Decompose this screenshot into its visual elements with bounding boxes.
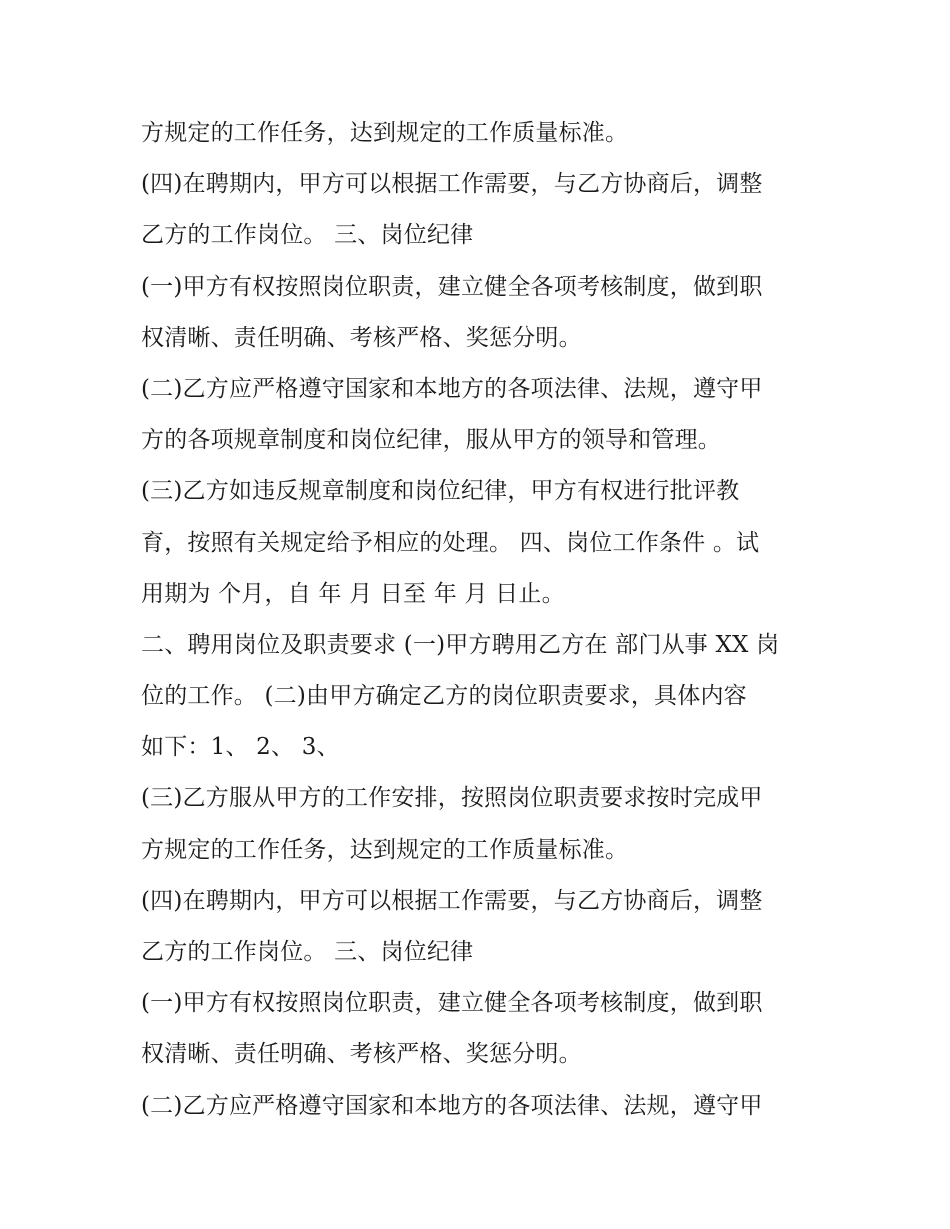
text-line-4: (一)甲方有权按照岗位职责，建立健全各项考核制度，做到职 — [141, 273, 763, 300]
text-line-17: 乙方的工作岗位。 三、岗位纪律 — [141, 939, 474, 965]
text-line-11: 二、聘用岗位及职责要求 (一)甲方聘用乙方在 部门从事 XX 岗 — [141, 631, 780, 658]
text-line-15: 方规定的工作任务，达到规定的工作质量标准。 — [141, 836, 629, 863]
text-line-2: (四)在聘期内，甲方可以根据工作需要，与乙方协商后，调整 — [141, 171, 763, 198]
document-body — [141, 108, 821, 1132]
text-line-20: (二)乙方应严格遵守国家和本地方的各项法律、法规，遵守甲 — [141, 1092, 763, 1119]
text-line-1: 方规定的工作任务，达到规定的工作质量标准。 — [141, 120, 629, 146]
text-line-9: 育，按照有关规定给予相应的处理。 四、岗位工作条件 。试 — [141, 529, 760, 556]
text-line-12: 位的工作。 (二)由甲方确定乙方的岗位职责要求，具体内容 — [141, 683, 747, 710]
text-line-19: 权清晰、责任明确、考核严格、奖惩分明。 — [141, 1041, 582, 1068]
text-line-8: (三)乙方如违反规章制度和岗位纪律，甲方有权进行批评教 — [141, 478, 740, 505]
text-line-6: (二)乙方应严格遵守国家和本地方的各项法律、法规，遵守甲 — [141, 375, 763, 402]
text-line-3: 乙方的工作岗位。 三、岗位纪律 — [141, 222, 474, 249]
text-line-16: (四)在聘期内，甲方可以根据工作需要，与乙方协商后，调整 — [141, 887, 763, 914]
text-line-14: (三)乙方服从甲方的工作安排，按照岗位职责要求按时完成甲 — [141, 785, 763, 812]
text-line-7: 方的各项规章制度和岗位纪律，服从甲方的领导和管理。 — [141, 427, 721, 454]
text-line-5: 权清晰、责任明确、考核严格、奖惩分明。 — [141, 324, 582, 351]
text-line-10: 用期为 个月，自 年 月 日至 年 月 日止。 — [141, 580, 565, 607]
text-line-13: 如下：1、 2、 3、 — [141, 734, 340, 761]
text-line-18: (一)甲方有权按照岗位职责，建立健全各项考核制度，做到职 — [141, 990, 763, 1017]
